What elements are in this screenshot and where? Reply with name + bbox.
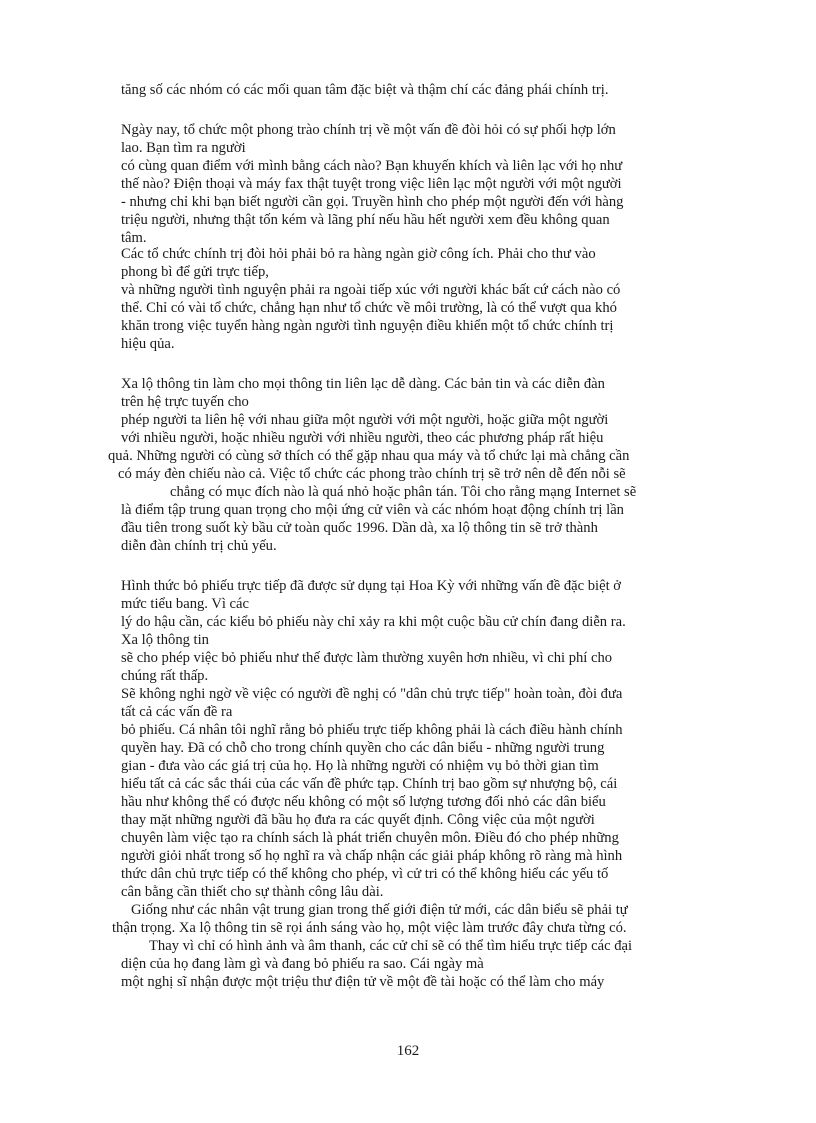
text-line: thay mặt những người đã bầu họ đưa ra các quyết định. Công việc của một người [121,812,595,828]
text-line: tăng số các nhóm có các mối quan tâm đặc biệt và thậm chí các đảng phái chính trị. [121,82,609,98]
text-line: thận trọng. Xa lộ thông tin sẽ rọi ánh sáng vào họ, một việc làm trước đây chưa từng có. [112,920,627,936]
text-line: tất cả các vấn đề ra [121,704,233,720]
text-line: bỏ phiếu. Cá nhân tôi nghĩ rằng bỏ phiếu trực tiếp không phải là cách điều hành chính [121,722,623,738]
text-line: có máy đèn chiếu nào cả. Việc tổ chức các phong trào chính trị sẽ trở nên dễ đến nỗi sẽ [118,466,626,482]
text-line: Xa lộ thông tin [121,632,209,648]
text-line: chuyên làm việc tạo ra chính sách là phát triển chuyên môn. Điều đó cho phép những [121,830,619,846]
text-line: Ngày nay, tổ chức một phong trào chính trị về một vấn đề đòi hỏi có sự phối hợp lớn [121,122,616,138]
text-line: mức tiểu bang. Vì các [121,596,249,612]
text-line: sẽ cho phép việc bỏ phiếu như thế được làm thường xuyên hơn nhiều, vì chi phí cho [121,650,613,666]
page-number: 162 [396,1043,420,1059]
text-line: và những người tình nguyện phải ra ngoài tiếp xúc với người khác bất cứ cách nào có [121,282,621,298]
text-line: thể. Chỉ có vài tổ chức, chẳng hạn như tổ chức về môi trường, là có thể vượt qua khó [121,300,617,316]
text-line: phép người ta liên hệ với nhau giữa một người với một người, hoặc giữa một người [121,412,609,428]
text-line: trên hệ trực tuyến cho [121,394,249,410]
text-line: có cùng quan điểm với mình bằng cách nào? Bạn khuyến khích và liên lạc với họ như [121,158,623,174]
text-line: khăn trong việc tuyển hàng ngàn người tình nguyện điều khiển một tổ chức chính trị [121,318,614,334]
text-line: quyền hay. Đã có chỗ cho trong chính quyền cho các dân biểu - những người trung [121,740,605,756]
text-line: diễn đàn chính trị chủ yếu. [121,538,277,554]
text-line: cân bằng cần thiết cho sự thành công lâu dài. [121,884,384,900]
text-line: đầu tiên trong suốt kỳ bầu cử toàn quốc 1996. Dần dà, xa lộ thông tin sẽ trở thành [121,520,598,536]
text-line: thế nào? Điện thoại và máy fax thật tuyệt trong việc liên lạc một người với một người [121,176,622,192]
text-line: phong bì để gửi trực tiếp, [121,264,269,280]
text-line: với nhiều người, hoặc nhiều người với nhiều người, theo các phương pháp rất hiệu [121,430,604,446]
text-line: là điểm tập trung quan trọng cho mội ứng cử viên và các nhóm hoạt động chính trị lần [121,502,624,518]
text-line: triệu người, nhưng thật tốn kém và lãng phí nếu hầu hết người xem đều không quan [121,212,610,228]
text-line: Giống như các nhân vật trung gian trong thế giới điện tử mới, các dân biểu sẽ phải tự [131,902,628,918]
text-line: Xa lộ thông tin làm cho mọi thông tin liên lạc dễ dàng. Các bản tin và các diễn đàn [121,376,605,392]
text-line: lý do hậu cần, các kiểu bỏ phiếu này chỉ xảy ra khi một cuộc bầu cử chín đang diễn ra. [121,614,626,630]
text-line: diện của họ đang làm gì và đang bỏ phiếu ra sao. Cái ngày mà [121,956,484,972]
text-line: hiệu qủa. [121,336,175,352]
text-line: người giỏi nhất trong số họ nghĩ ra và chấp nhận các giải pháp không rõ ràng mà hình [121,848,623,864]
text-line: chẳng có mục đích nào là quá nhỏ hoặc phân tán. Tôi cho rằng mạng Internet sẽ [170,484,637,500]
text-line: thức dân chủ trực tiếp có thể không cho phép, vì cử tri có thể không hiểu các yếu tố [121,866,609,882]
text-line: Sẽ không nghi ngờ về việc có người đề nghị có "dân chủ trực tiếp" hoàn toàn, đòi đưa [121,686,623,702]
text-line: Thay vì chỉ có hình ảnh và âm thanh, các cử chỉ sẽ có thể tìm hiểu trực tiếp các đại [149,938,633,954]
text-line: quả. Những người có cùng sở thích có thể gặp nhau qua máy và tổ chức lại mà chẳng cần [108,448,630,464]
text-line: một nghị sĩ nhận được một triệu thư điện tử về một đề tài hoặc có thể làm cho máy [121,974,605,990]
text-line: Các tổ chức chính trị đòi hỏi phải bỏ ra hàng ngàn giờ công ích. Phải cho thư vào [121,246,596,262]
text-line: tâm. [121,230,147,246]
text-line: hiểu tất cả các sắc thái của các vấn đề phức tạp. Chính trị bao gồm sự nhượng bộ, cái [121,776,618,792]
text-line: chúng rất thấp. [121,668,209,684]
text-line: - nhưng chỉ khi bạn biết người cần gọi. Truyền hình cho phép một người đến với hàng [121,194,624,210]
text-line: gian - đưa vào các giá trị của họ. Họ là những người có nhiệm vụ bỏ thời gian tìm [121,758,599,774]
text-line: lao. Bạn tìm ra người [121,140,246,156]
text-line: Hình thức bỏ phiếu trực tiếp đã được sử dụng tại Hoa Kỳ với những vấn đề đặc biệt ở [121,578,621,594]
text-line: hầu như không thể có được nếu không có một số lượng tương đối nhỏ các dân biểu [121,794,606,810]
